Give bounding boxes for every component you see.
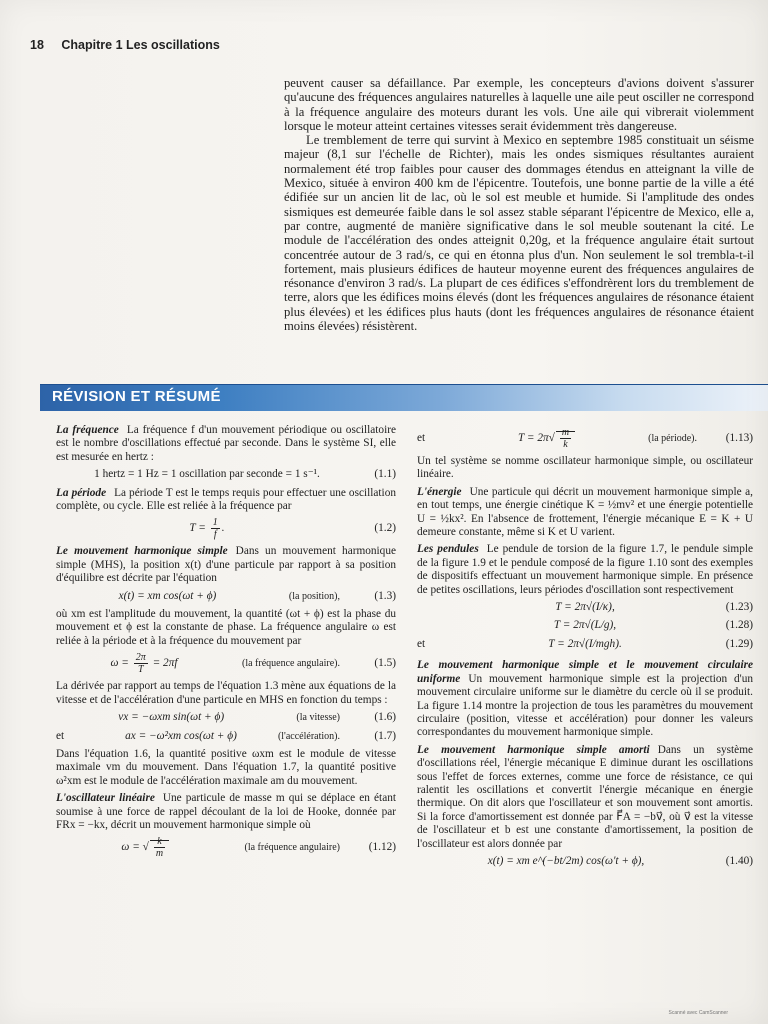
equation-1-40: x(t) = xm e^(−bt/2m) cos(ω′t + ϕ), (1.40) <box>487 854 753 867</box>
equation-1-28: T = 2π√(L/g), (1.28) <box>553 619 753 632</box>
frequency-heading: La fréquence <box>56 424 119 436</box>
derivative-paragraph: La dérivée par rapport au temps de l'équation 1.3 mène aux équations de la vitesse et de l'accélération d'une particule en MHS en fonction du temps : <box>56 680 396 706</box>
equation-1-6: vx = −ωxm sin(ωt + ϕ) (la vitesse) (1.6) <box>118 711 396 724</box>
scanner-watermark: Scanné avec CamScanner <box>668 1010 728 1016</box>
vmax-paragraph: Dans l'équation 1.6, la quantité positive ωxm est le module de vitesse maximale vm du mouvement. Dans l'équation 1.7, la quantité positive ω²xm est le module de l'accélération maximale am du mouvement. <box>56 747 396 787</box>
energy-paragraph: L'énergie Une particule qui décrit un mouvement harmonique simple a, en tout temps, une énergie cinétique K = ½mv² et une énergie potentielle U = ½kx². En l'absence de frottement, l'énergie mécanique E = K + U demeure constante, même si K et U varient. <box>417 485 753 539</box>
equation-1-2: T = $\frac{1}{f}$ . (1.2) <box>189 517 396 541</box>
circular-motion-heading: Le mouvement harmonique simple et le mouvement circulaire uniforme <box>417 659 753 685</box>
equation-1-3: x(t) = xm cos(ωt + ϕ) (la position), (1.3) <box>118 589 396 602</box>
equation-1-23: T = 2π√(I/κ), (1.23) <box>555 601 753 614</box>
equation-1-29: et T = 2π√(I/mgh). (1.29) <box>417 637 753 650</box>
page-header <box>30 38 220 52</box>
pendulum-paragraph: Les pendules Le pendule de torsion de la figure 1.7, le pendule simple de la figure 1.9 et le pendule composé de la figure 1.10 sont des exemples de dispositifs effectuant un mouvement harmonique simple. En présence de petites oscillations, leurs périodes d'oscillation sont respectivement <box>417 543 753 596</box>
left-column <box>56 424 396 864</box>
chapter-title: Les oscillations <box>126 38 220 52</box>
pendulum-heading: Les pendules <box>417 543 479 556</box>
equation-1-12: ω = √ $\frac{k}{m}$ (la fréquence angulaire) (1.12) <box>121 836 396 860</box>
section-banner <box>40 384 768 411</box>
intro-paragraph-2: Le tremblement de terre qui survint à Mexico en septembre 1985 constituait un séisme majeur (8,1 sur l'échelle de Richter), mais les ondes sismiques résultantes auraient normalement été trop faibles pour causer des dommages étendus en atteignant la ville de Mexico, située à environ 400 km de l'épicentre. Toutefois, une bonne partie de la ville a été édifiée sur un ancien lit de lac, où le sol est meuble et humide. Si l'amplitude des ondes sismiques est demeurée faible dans le sol assez stable séparant l'épicentre de Mexico, elle a, par contre, augmenté de manière significative dans le sol meuble soutenant la cité. Le module de l'accélération des ondes atteignit 0,20g, et la fréquence angulaire était surtout concentrée autour de 3 rad/s, ce qui en étonna plus d'un. Non seulement le sol trembla-t-il fortement, mais plusieurs édifices de hauteur moyenne eurent des fréquences angulaires de résonance d'environ 3 rad/s. La plupart de ces édifices s'effondrèrent lors du tremblement de terre, alors que les édifices moins élevés (dont les fréquences angulaires de résonance étaient plus élevées) et les édifices plus hauts (dont les fréquences angulaires de résonance étaient moins élevées) résistèrent. <box>284 133 754 334</box>
oscillator-heading: L'oscillateur linéaire <box>56 792 155 805</box>
damped-heading: Le mouvement harmonique simple amorti <box>417 743 650 756</box>
chapter-label: Chapitre 1 <box>61 38 123 52</box>
equation-1-13: et T = 2π√ $\frac{m}{k}$ (la période). (1.13) <box>417 427 753 450</box>
energy-heading: L'énergie <box>417 485 462 498</box>
equation-1-7: et ax = −ω²xm cos(ωt + ϕ) (l'accélération). (1.7) <box>56 729 396 742</box>
mhs-paragraph-2: où xm est l'amplitude du mouvement, la quantité (ωt + ϕ) est la phase du mouvement et ϕ est la constante de phase. La fréquence angulaire ω est reliée à la période et à la fréquence du mouvement par <box>56 608 396 647</box>
period-paragraph: La période La période T est le temps requis pour effectuer une oscillation complète, ou cycle. Elle est reliée à la fréquence par <box>56 486 396 513</box>
page-number: 18 <box>30 38 44 52</box>
mhs-paragraph: Le mouvement harmonique simple Dans un mouvement harmonique simple (MHS), la position x(t) d'une particule par rapport à sa position d'équilibre est décrite par l'équation <box>56 545 396 585</box>
frequency-paragraph: La fréquence La fréquence f d'un mouvement périodique ou oscillatoire est le nombre d'oscillations effectué par seconde. Dans le système SI, elle est mesurée en hertz : <box>56 424 396 463</box>
circular-motion-paragraph: Le mouvement harmonique simple et le mouvement circulaire uniforme Un mouvement harmonique simple est la projection d'un mouvement circulaire uniforme sur le diamètre du cercle où il se produit. La figure 1.14 montre la projection de tous les paramètres du mouvement circulaire (position, vitesse et accélération) pour donner les valeurs correspondantes du mouvement harmonique simple. <box>417 659 753 739</box>
mhs-heading: Le mouvement harmonique simple <box>56 545 228 558</box>
period-heading: La période <box>56 486 107 499</box>
right-column <box>417 424 753 873</box>
equation-1-1: 1 hertz = 1 Hz = 1 oscillation par seconde = 1 s⁻¹. (1.1) <box>94 468 396 481</box>
oscillator-paragraph: L'oscillateur linéaire Une particule de masse m qui se déplace en étant soumise à une force de rappel découlant de la loi de Hooke, donnée par FRx = −kx, décrit un mouvement harmonique simple où <box>56 792 396 831</box>
equation-1-5: ω = $\frac{2\pi}{T}$ = 2πf (la fréquence angulaire). (1.5) <box>110 652 396 676</box>
intro-paragraph-1: peuvent causer sa défaillance. Par exemple, les concepteurs d'avions doivent s'assurer qu'aucune des fréquences angulaires naturelles à laquelle une aile peut osciller ne correspond à la fréquence angulaire des moteurs durant les vols. Une aile qui vibrerait violemment lorsque le moteur atteint certaines vitesses serait évidemment très dangereuse. <box>284 76 754 133</box>
oscillator-name-paragraph: Un tel système se nomme oscillateur harmonique simple, ou oscillateur linéaire. <box>417 455 753 481</box>
intro-text <box>284 76 754 333</box>
damped-paragraph: Le mouvement harmonique simple amorti Dans un système d'oscillations réel, l'énergie mécanique E diminue durant les oscillations sous l'effet de forces externes, comme une force de résistance, ce qui ralentit les oscillations et convertit l'énergie mécanique en énergie thermique. On dit alors que l'oscillateur et son mouvement sont amortis. Si la force d'amortissement est donnée par F⃗A = −bv⃗, où v⃗ est la vitesse de l'oscillateur et b est une constante d'amortissement, la position de l'oscillateur est alors donnée par <box>417 743 753 850</box>
section-title: RÉVISION ET RÉSUMÉ <box>52 388 221 405</box>
